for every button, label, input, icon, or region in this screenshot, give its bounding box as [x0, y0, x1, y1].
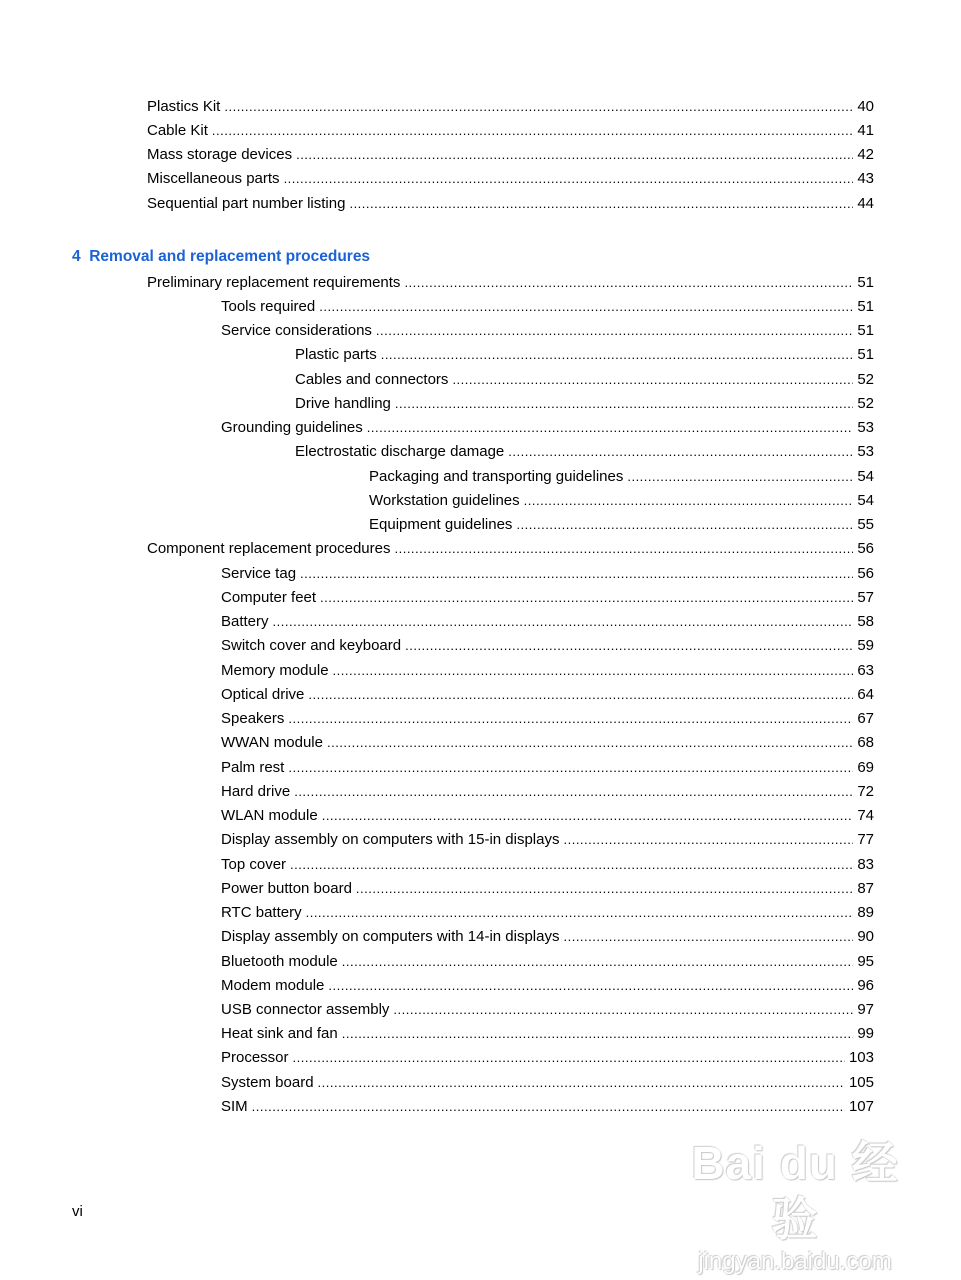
toc-entry-page[interactable]: 51	[857, 322, 874, 339]
toc-entry[interactable]	[0, 321, 874, 341]
toc-entry[interactable]	[0, 273, 874, 293]
toc-entry-title[interactable]: Cable Kit	[147, 122, 208, 139]
toc-dot-leader	[322, 806, 854, 826]
toc-entry-title[interactable]: Palm rest	[221, 759, 285, 776]
toc-entry-page[interactable]: 107	[848, 1098, 874, 1115]
toc-dot-leader	[516, 515, 853, 535]
toc-entry[interactable]	[0, 1097, 874, 1117]
toc-entry-title[interactable]: Power button board	[221, 880, 352, 897]
toc-entry-page[interactable]: 51	[857, 274, 874, 291]
toc-dot-leader	[342, 952, 854, 972]
toc-entry-page[interactable]: 74	[857, 807, 874, 824]
toc-dot-leader	[393, 1000, 853, 1020]
toc-entry[interactable]	[0, 806, 874, 826]
toc-dot-leader	[349, 194, 853, 214]
toc-dot-leader	[252, 1097, 845, 1117]
toc-dot-leader	[327, 733, 853, 753]
toc-entry[interactable]	[0, 636, 874, 656]
toc-entry-page[interactable]: 97	[857, 1001, 874, 1018]
toc-entry-page[interactable]: 57	[857, 589, 874, 606]
toc-dot-leader	[405, 636, 853, 656]
watermark-url: jingyan.baidu.com	[698, 1248, 892, 1275]
toc-dot-leader	[376, 321, 853, 341]
toc-dot-leader	[367, 418, 854, 438]
toc-entry[interactable]	[0, 169, 874, 189]
toc-entry-title[interactable]: Hard drive	[221, 783, 291, 800]
toc-entry-page[interactable]: 54	[857, 468, 874, 485]
toc-dot-leader	[296, 145, 853, 165]
toc-entry[interactable]	[0, 855, 874, 875]
toc-entry-title[interactable]: WWAN module	[221, 734, 323, 751]
toc-entry-page[interactable]: 77	[857, 831, 874, 848]
toc-entry-page[interactable]: 52	[857, 371, 874, 388]
toc-entry-title[interactable]: Drive handling	[295, 395, 391, 412]
toc-entry-page[interactable]: 41	[857, 122, 874, 139]
toc-entry[interactable]	[0, 1073, 874, 1093]
toc-entry-title[interactable]: Grounding guidelines	[221, 419, 363, 436]
toc-entry-page[interactable]: 51	[857, 346, 874, 363]
toc-entry-page[interactable]: 103	[848, 1049, 874, 1066]
toc-entry[interactable]	[0, 345, 874, 365]
toc-entry[interactable]	[0, 903, 874, 923]
toc-entry-title[interactable]: Display assembly on computers with 14-in displays	[221, 928, 560, 945]
toc-entry-title[interactable]: Bluetooth module	[221, 953, 338, 970]
toc-dot-leader	[381, 345, 854, 365]
toc-entry[interactable]	[0, 564, 874, 584]
toc-entry-title[interactable]: Heat sink and fan	[221, 1025, 338, 1042]
toc-entry-title[interactable]: Memory module	[221, 662, 329, 679]
toc-dot-leader	[293, 1048, 845, 1068]
toc-entry-page[interactable]: 51	[857, 298, 874, 315]
toc-entry-page[interactable]: 99	[857, 1025, 874, 1042]
toc-entry-page[interactable]: 72	[857, 783, 874, 800]
toc-dot-leader	[627, 467, 853, 487]
toc-dot-leader	[319, 297, 853, 317]
toc-entry-title[interactable]: RTC battery	[221, 904, 302, 921]
toc-entry[interactable]	[0, 685, 874, 705]
toc-entry-title[interactable]: Equipment guidelines	[369, 516, 513, 533]
toc-entry-title[interactable]: Computer feet	[221, 589, 317, 606]
toc-entry[interactable]	[0, 976, 874, 996]
toc-entry-page[interactable]: 54	[857, 492, 874, 509]
toc-entry-page[interactable]: 87	[857, 880, 874, 897]
toc-entry[interactable]	[0, 194, 874, 214]
toc-entry[interactable]	[0, 539, 874, 559]
toc-dot-leader	[306, 903, 854, 923]
toc-entry[interactable]	[0, 370, 874, 390]
toc-dot-leader	[212, 121, 853, 141]
toc-entry[interactable]	[0, 612, 874, 632]
toc-dot-leader	[290, 855, 853, 875]
toc-entry-title[interactable]: Optical drive	[221, 686, 305, 703]
toc-entry[interactable]	[0, 145, 874, 165]
toc-dot-leader	[356, 879, 853, 899]
toc-entry-title[interactable]: Plastic parts	[295, 346, 377, 363]
toc-entry-page[interactable]: 55	[857, 516, 874, 533]
toc-entry[interactable]	[0, 661, 874, 681]
toc-dot-leader	[284, 169, 854, 189]
toc-entry-title[interactable]: USB connector assembly	[221, 1001, 390, 1018]
toc-dot-leader	[273, 612, 854, 632]
toc-entry[interactable]	[0, 491, 874, 511]
toc-dot-leader	[318, 1073, 845, 1093]
toc-entry[interactable]	[0, 927, 874, 947]
toc-entry-page[interactable]: 89	[857, 904, 874, 921]
toc-dot-leader	[563, 830, 853, 850]
toc-entry-title[interactable]: Sequential part number listing	[147, 195, 346, 212]
toc-entry-page[interactable]: 90	[857, 928, 874, 945]
toc-entry-title[interactable]: Display assembly on computers with 15-in displays	[221, 831, 560, 848]
toc-dot-leader	[394, 539, 853, 559]
toc-dot-leader	[452, 370, 853, 390]
toc-dot-leader	[288, 758, 853, 778]
toc-entry[interactable]	[0, 394, 874, 414]
toc-dot-leader	[288, 709, 853, 729]
toc-entry-page[interactable]: 68	[857, 734, 874, 751]
toc-entry-title[interactable]: Modem module	[221, 977, 325, 994]
toc-entry-page[interactable]: 43	[857, 170, 874, 187]
toc-entry[interactable]	[0, 1000, 874, 1020]
toc-entry-page[interactable]: 42	[857, 146, 874, 163]
toc-entry-title[interactable]: Preliminary replacement requirements	[147, 274, 401, 291]
toc-entry[interactable]	[0, 515, 874, 535]
toc-entry-title[interactable]: Component replacement procedures	[147, 540, 391, 557]
toc-entry[interactable]	[0, 1048, 874, 1068]
toc-entry[interactable]	[0, 1024, 874, 1044]
toc-dot-leader	[308, 685, 853, 705]
toc-entry[interactable]	[0, 297, 874, 317]
toc-entry-title[interactable]: Switch cover and keyboard	[221, 637, 402, 654]
toc-dot-leader	[395, 394, 853, 414]
toc-entry[interactable]	[0, 733, 874, 753]
toc-entry-title[interactable]: Plastics Kit	[147, 98, 221, 115]
toc-entry-page[interactable]: 69	[857, 759, 874, 776]
toc-entry-page[interactable]: 64	[857, 686, 874, 703]
toc-entry-page[interactable]: 58	[857, 613, 874, 630]
toc-entry-page[interactable]: 95	[857, 953, 874, 970]
toc-entry-title[interactable]: WLAN module	[221, 807, 318, 824]
toc-dot-leader	[300, 564, 853, 584]
toc-entry-title[interactable]: Service tag	[221, 565, 297, 582]
toc-dot-leader	[563, 927, 853, 947]
toc-entry-title[interactable]: Tools required	[221, 298, 316, 315]
toc-entry-page[interactable]: 96	[857, 977, 874, 994]
toc-entry-title[interactable]: Workstation guidelines	[369, 492, 520, 509]
toc-dot-leader	[508, 442, 853, 462]
toc-entry[interactable]	[0, 830, 874, 850]
chapter-heading[interactable]: 4 Removal and replacement procedures	[72, 248, 371, 265]
toc-dot-leader	[333, 661, 854, 681]
toc-entry-page[interactable]: 52	[857, 395, 874, 412]
toc-entry-title[interactable]: Mass storage devices	[147, 146, 293, 163]
toc-entry-title[interactable]: Processor	[221, 1049, 289, 1066]
toc-entry-page[interactable]: 63	[857, 662, 874, 679]
toc-dot-leader	[342, 1024, 854, 1044]
toc-dot-leader	[328, 976, 853, 996]
toc-entry[interactable]	[0, 121, 874, 141]
toc-entry[interactable]	[0, 418, 874, 438]
toc-entry-title[interactable]: Battery	[221, 613, 269, 630]
toc-entry-title[interactable]: Speakers	[221, 710, 285, 727]
toc-entry-page[interactable]: 105	[848, 1074, 874, 1091]
toc-entry-title[interactable]: Service considerations	[221, 322, 372, 339]
page-number: vi	[72, 1203, 83, 1220]
toc-entry-page[interactable]: 53	[857, 443, 874, 460]
toc-entry-page[interactable]: 53	[857, 419, 874, 436]
toc-entry[interactable]	[0, 588, 874, 608]
toc-entry-title[interactable]: Miscellaneous parts	[147, 170, 280, 187]
toc-entry-title[interactable]: Top cover	[221, 856, 287, 873]
baidu-watermark	[680, 1135, 910, 1275]
toc-entry-title[interactable]: Packaging and transporting guidelines	[369, 468, 624, 485]
toc-entry[interactable]	[0, 758, 874, 778]
watermark-logo: Bai du 经验	[691, 1137, 899, 1245]
toc-entry-title[interactable]: Electrostatic discharge damage	[295, 443, 505, 460]
toc-entry-page[interactable]: 59	[857, 637, 874, 654]
toc-entry[interactable]	[0, 467, 874, 487]
toc-dot-leader	[294, 782, 853, 802]
toc-dot-leader	[404, 273, 853, 293]
toc-entry-page[interactable]: 56	[857, 540, 874, 557]
toc-entry[interactable]	[0, 782, 874, 802]
toc-entry-page[interactable]: 40	[857, 98, 874, 115]
toc-entry-title[interactable]: Cables and connectors	[295, 371, 449, 388]
toc-dot-leader	[320, 588, 853, 608]
toc-dot-leader	[224, 97, 853, 117]
toc-entry-page[interactable]: 83	[857, 856, 874, 873]
toc-entry[interactable]	[0, 952, 874, 972]
toc-entry-title[interactable]: SIM	[221, 1098, 248, 1115]
toc-entry-page[interactable]: 67	[857, 710, 874, 727]
toc-entry-page[interactable]: 44	[857, 195, 874, 212]
toc-entry-page[interactable]: 56	[857, 565, 874, 582]
toc-entry[interactable]	[0, 97, 874, 117]
toc-entry[interactable]	[0, 442, 874, 462]
toc-entry[interactable]	[0, 709, 874, 729]
toc-entry-title[interactable]: System board	[221, 1074, 314, 1091]
toc-entry[interactable]	[0, 879, 874, 899]
toc-dot-leader	[524, 491, 854, 511]
